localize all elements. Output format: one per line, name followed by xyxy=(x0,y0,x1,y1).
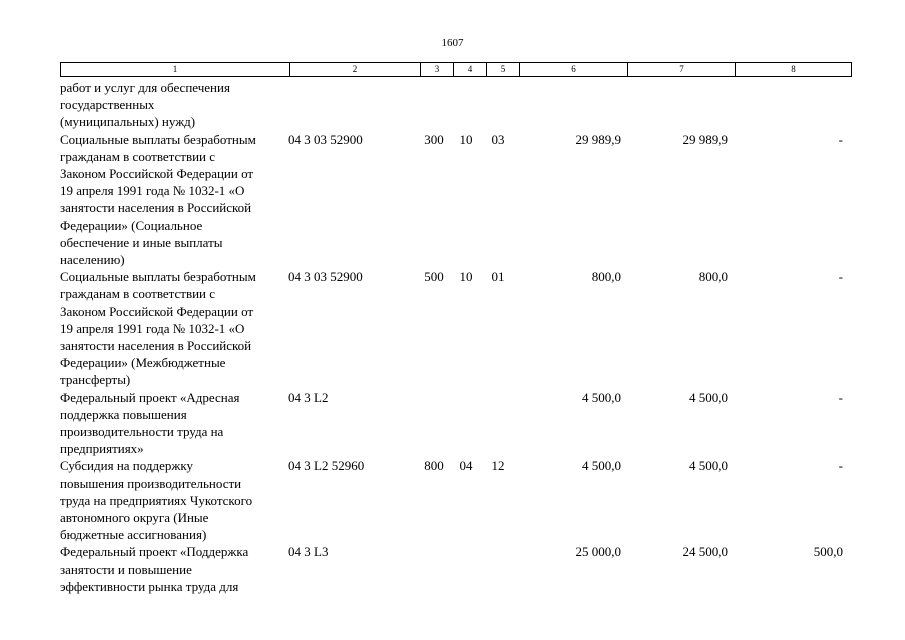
description-line: занятости и повышение xyxy=(60,561,192,577)
row-description xyxy=(60,457,288,543)
row-description xyxy=(60,389,288,458)
description-line: Законом Российской Федерации от xyxy=(60,303,254,319)
row-value-7: 4 500,0 xyxy=(689,458,728,474)
row-col-5: 01 xyxy=(491,269,505,285)
description-line: (муниципальных) нужд) xyxy=(60,114,196,130)
header-col-3: 3 xyxy=(421,63,454,77)
page-number: 1607 xyxy=(441,37,464,49)
row-value-6: 4 500,0 xyxy=(582,458,621,474)
description-line: автономного округа (Иные xyxy=(60,510,209,526)
description-line: Федерации» (Социальное xyxy=(60,217,203,233)
row-col-4: 04 xyxy=(459,458,473,474)
table-row xyxy=(60,268,843,388)
row-col-3: 500 xyxy=(424,269,444,285)
header-col-4: 4 xyxy=(454,63,487,77)
description-line: Законом Российской Федерации от xyxy=(60,166,254,182)
description-line: гражданам в соответствии с xyxy=(60,148,216,164)
row-description xyxy=(60,268,288,388)
row-value-8: 500,0 xyxy=(813,544,843,560)
row-value-6: 25 000,0 xyxy=(575,544,621,560)
row-description xyxy=(60,543,288,595)
row-description xyxy=(60,79,288,131)
table-row xyxy=(60,543,843,595)
row-value-8: - xyxy=(838,458,843,474)
description-line: Субсидия на поддержку xyxy=(60,458,193,474)
description-line: эффективности рынка труда для xyxy=(60,578,239,594)
row-value-6: 29 989,9 xyxy=(575,131,621,147)
description-line: Федерации» (Межбюджетные xyxy=(60,355,226,371)
description-line: обеспечение и иные выплаты xyxy=(60,234,223,250)
header-col-1: 1 xyxy=(61,63,290,77)
row-code: 04 3 03 52900 xyxy=(288,269,363,285)
description-line: Федеральный проект «Адресная xyxy=(60,389,240,405)
budget-table-body xyxy=(60,79,843,595)
description-line: трансферты) xyxy=(60,372,131,388)
description-line: бюджетные ассигнования) xyxy=(60,527,207,543)
description-line: населению) xyxy=(60,252,125,268)
header-col-7: 7 xyxy=(628,63,736,77)
description-line: государственных xyxy=(60,97,155,113)
row-code: 04 3 L3 xyxy=(288,544,329,560)
row-value-7: 29 989,9 xyxy=(682,131,728,147)
table-row xyxy=(60,131,843,269)
row-value-8: - xyxy=(838,131,843,147)
description-line: 19 апреля 1991 года № 1032-1 «О xyxy=(60,320,245,336)
description-line: 19 апреля 1991 года № 1032-1 «О xyxy=(60,183,245,199)
row-code: 04 3 L2 xyxy=(288,389,329,405)
table-row xyxy=(60,457,843,543)
row-col-3: 300 xyxy=(424,131,444,147)
header-col-6: 6 xyxy=(520,63,628,77)
header-col-2: 2 xyxy=(290,63,421,77)
description-line: труда на предприятиях Чукотского xyxy=(60,492,253,508)
row-value-6: 4 500,0 xyxy=(582,389,621,405)
header-row xyxy=(61,63,852,77)
row-col-4: 10 xyxy=(459,269,473,285)
row-col-5: 12 xyxy=(491,458,505,474)
row-value-7: 24 500,0 xyxy=(682,544,728,560)
header-col-8: 8 xyxy=(736,63,852,77)
description-line: поддержка повышения xyxy=(60,406,187,422)
row-value-7: 4 500,0 xyxy=(689,389,728,405)
description-line: Социальные выплаты безработным xyxy=(60,269,256,285)
description-line: предприятиях» xyxy=(60,441,144,457)
description-line: Федеральный проект «Поддержка xyxy=(60,544,249,560)
row-col-4: 10 xyxy=(459,131,473,147)
row-col-5: 03 xyxy=(491,131,505,147)
row-description xyxy=(60,131,288,269)
table-row xyxy=(60,79,843,131)
description-line: занятости населения в Российской xyxy=(60,200,252,216)
row-col-3: 800 xyxy=(424,458,444,474)
description-line: повышения производительности xyxy=(60,475,242,491)
row-code: 04 3 L2 52960 xyxy=(288,458,365,474)
column-number-header xyxy=(60,62,852,77)
description-line: гражданам в соответствии с xyxy=(60,286,216,302)
description-line: производительности труда на xyxy=(60,424,224,440)
row-value-6: 800,0 xyxy=(591,269,621,285)
row-value-8: - xyxy=(838,269,843,285)
header-col-5: 5 xyxy=(487,63,520,77)
description-line: работ и услуг для обеспечения xyxy=(60,80,230,95)
description-line: занятости населения в Российской xyxy=(60,338,252,354)
row-code: 04 3 03 52900 xyxy=(288,131,363,147)
table-row xyxy=(60,389,843,458)
row-value-7: 800,0 xyxy=(698,269,728,285)
row-value-8: - xyxy=(838,389,843,405)
description-line: Социальные выплаты безработным xyxy=(60,131,256,147)
